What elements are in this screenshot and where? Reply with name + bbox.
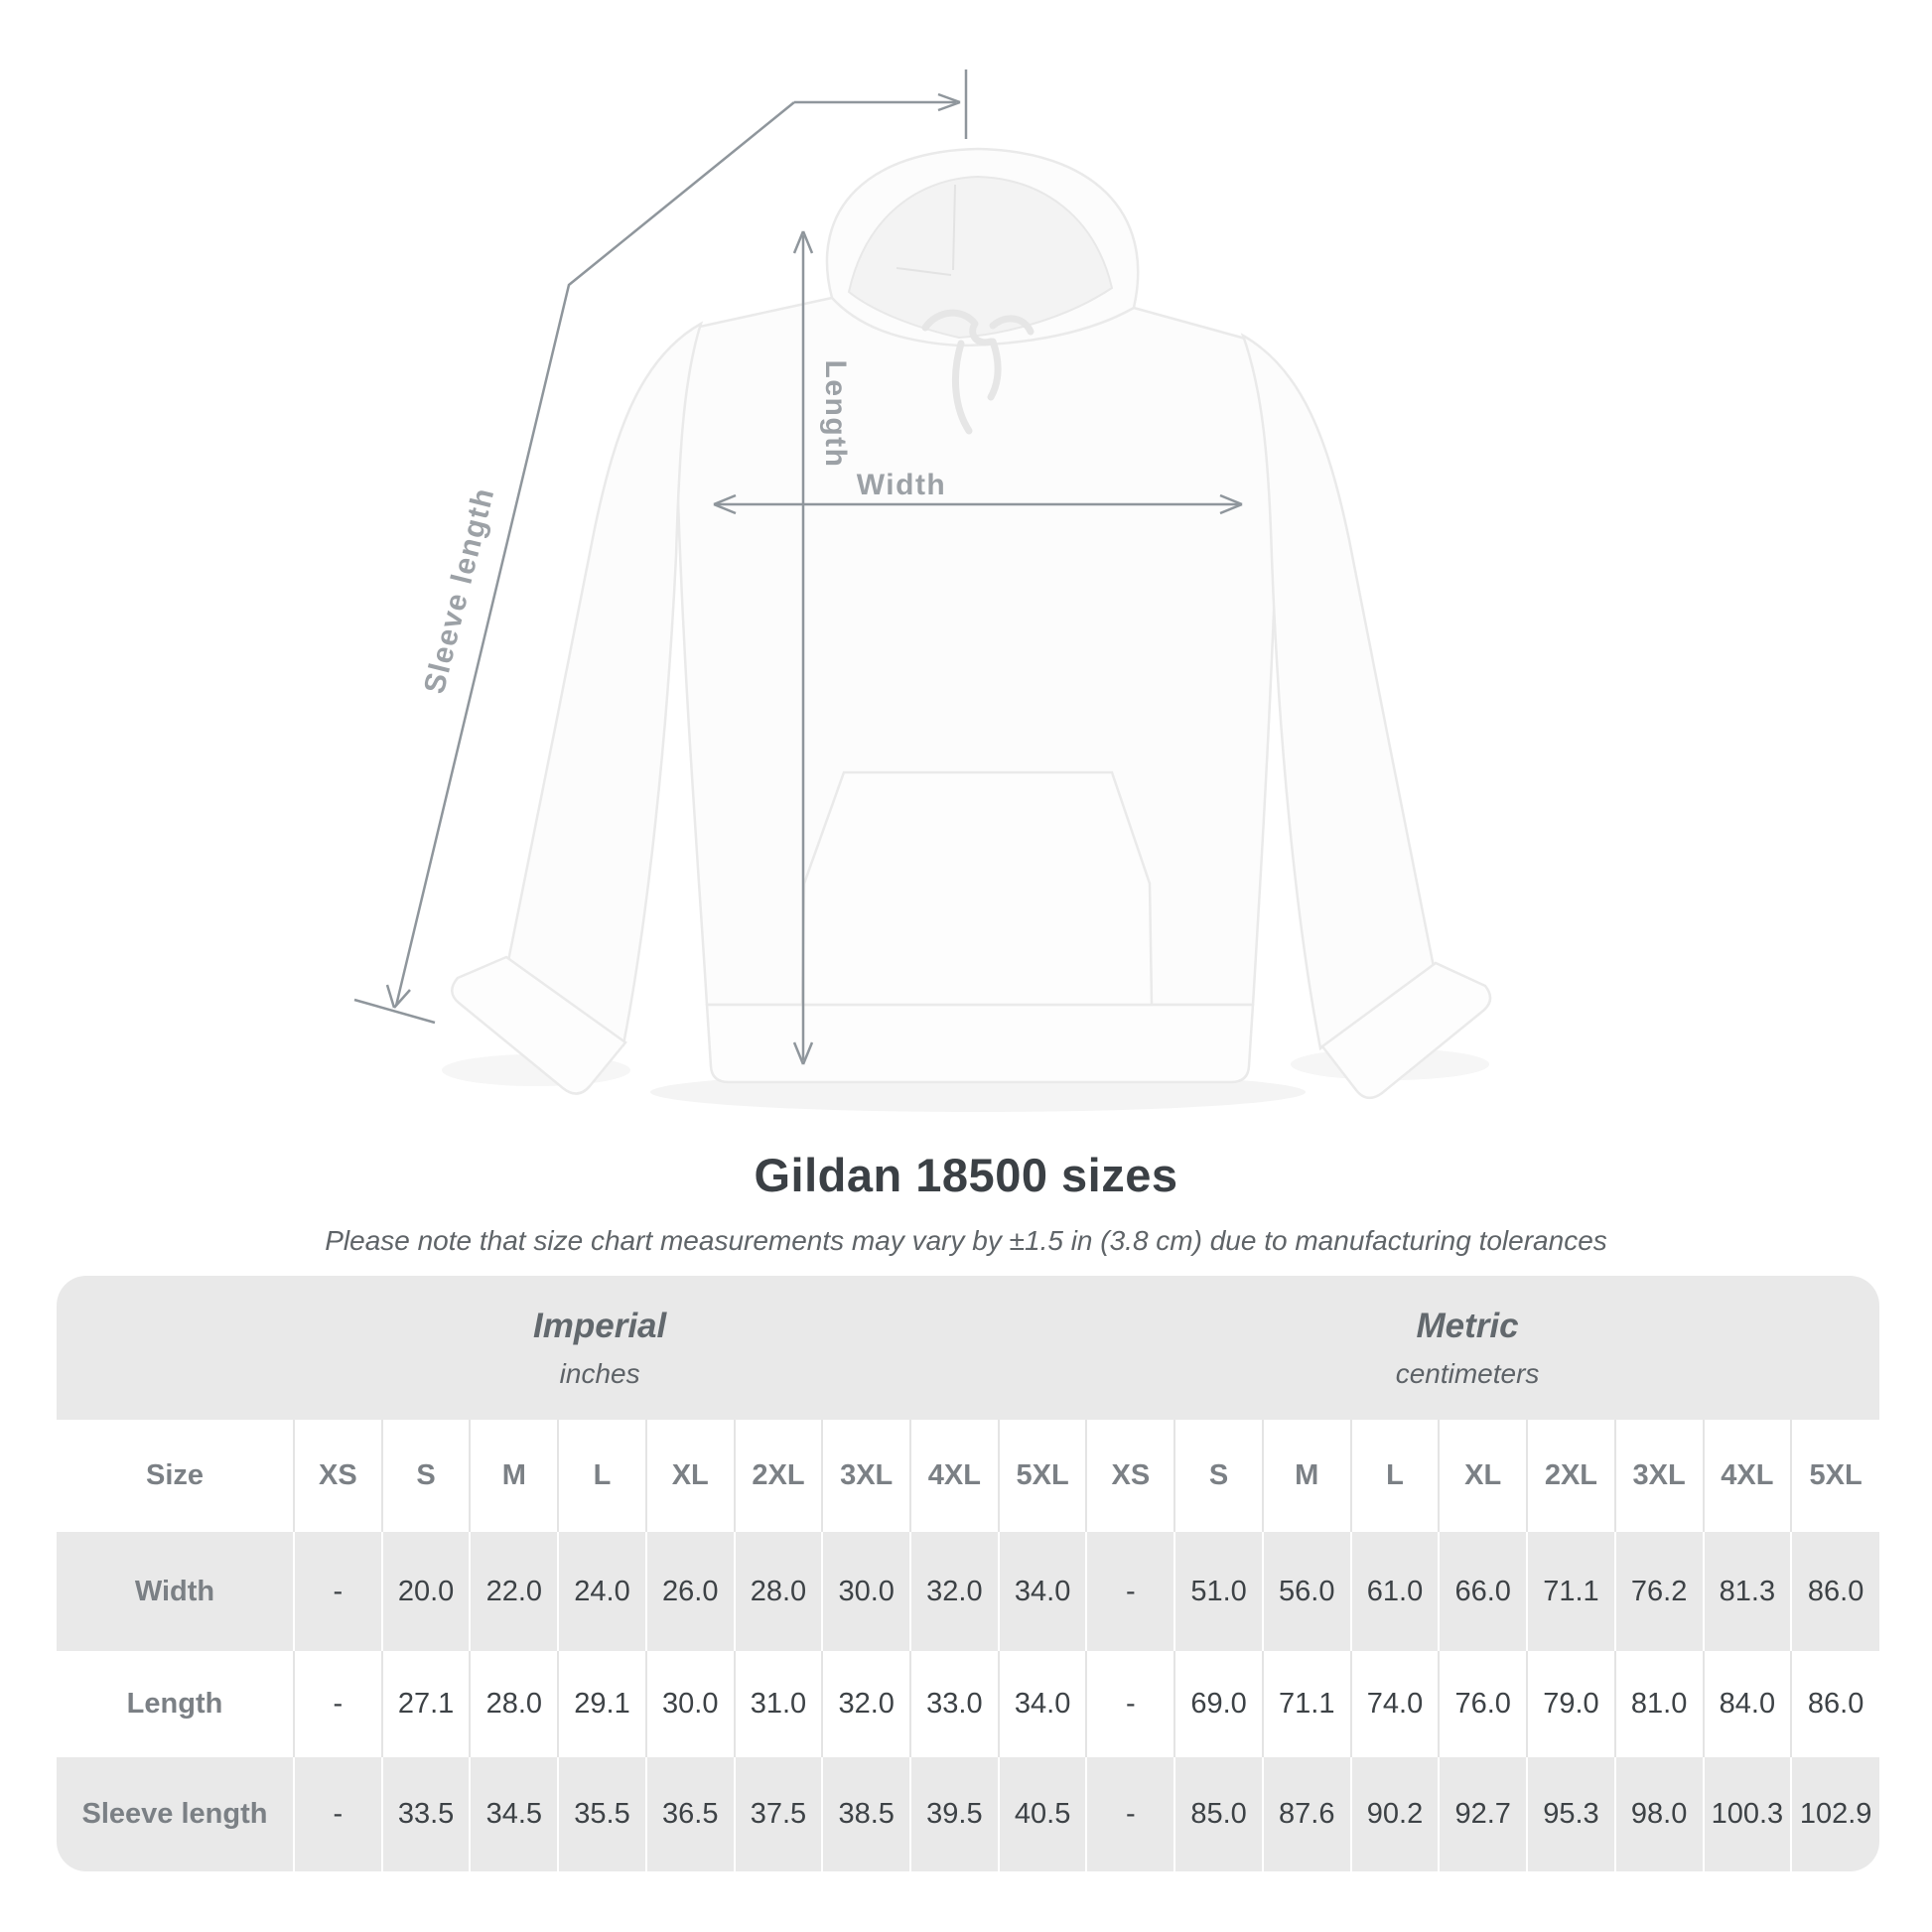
table-cell: 33.0 — [910, 1651, 999, 1757]
table-cell: - — [294, 1651, 382, 1757]
size-header-row — [57, 1420, 1879, 1532]
table-cell: 30.0 — [822, 1532, 910, 1651]
row-label-width: Width — [134, 1575, 215, 1607]
row-label-length: Length — [126, 1688, 223, 1720]
table-cell: 37.5 — [735, 1757, 823, 1871]
table-cell: 95.3 — [1527, 1757, 1615, 1871]
length-row — [57, 1651, 1879, 1757]
table-cell: - — [1086, 1757, 1174, 1871]
table-cell: 26.0 — [646, 1532, 735, 1651]
col-header: XS — [1086, 1420, 1174, 1532]
table-cell: 20.0 — [382, 1532, 471, 1651]
table-cell: 22.0 — [470, 1532, 558, 1651]
table-cell: 61.0 — [1351, 1532, 1440, 1651]
table-cell: 98.0 — [1615, 1757, 1704, 1871]
table-cell: 32.0 — [910, 1532, 999, 1651]
imperial-header-group — [533, 1307, 666, 1390]
table-cell: 51.0 — [1174, 1532, 1263, 1651]
table-cell: 81.0 — [1615, 1651, 1704, 1757]
col-header: S — [382, 1420, 471, 1532]
col-header: 3XL — [822, 1420, 910, 1532]
table-cell: 29.1 — [558, 1651, 646, 1757]
table-cell: 31.0 — [735, 1651, 823, 1757]
col-header: XL — [646, 1420, 735, 1532]
table-cell: 100.3 — [1704, 1757, 1792, 1871]
sleeve-length-row — [57, 1757, 1879, 1871]
row-label-sleeve-length: Sleeve length — [81, 1798, 268, 1830]
metric-unit: centimeters — [1395, 1357, 1540, 1389]
col-header: M — [1263, 1420, 1351, 1532]
table-cell: 87.6 — [1263, 1757, 1351, 1871]
table-cell: - — [294, 1532, 382, 1651]
table-cell: 85.0 — [1174, 1757, 1263, 1871]
page-title: Gildan 18500 sizes — [754, 1149, 1178, 1201]
table-cell: 33.5 — [382, 1757, 471, 1871]
table-cell: 34.0 — [999, 1651, 1087, 1757]
table-cell: 74.0 — [1351, 1651, 1440, 1757]
col-header: M — [470, 1420, 558, 1532]
table-cell: 30.0 — [646, 1651, 735, 1757]
table-cell: 66.0 — [1439, 1532, 1527, 1651]
table-cell: 71.1 — [1263, 1651, 1351, 1757]
table-cell: 84.0 — [1704, 1651, 1792, 1757]
table-cell: 34.5 — [470, 1757, 558, 1871]
col-header: L — [1351, 1420, 1440, 1532]
table-cell: 36.5 — [646, 1757, 735, 1871]
table-cell: 76.0 — [1439, 1651, 1527, 1757]
table-cell: 86.0 — [1791, 1651, 1879, 1757]
metric-header: Metric — [1416, 1306, 1519, 1345]
table-cell: - — [1086, 1651, 1174, 1757]
unit-header-band — [57, 1276, 1879, 1420]
col-header: 4XL — [1704, 1420, 1792, 1532]
col-header: 2XL — [1527, 1420, 1615, 1532]
col-header: 3XL — [1615, 1420, 1704, 1532]
hoodie-hem-band — [707, 1005, 1253, 1082]
width-row — [57, 1532, 1879, 1651]
hoodie-illustration — [452, 149, 1490, 1098]
hoodie-right-sleeve — [1243, 336, 1434, 1048]
table-cell: 39.5 — [910, 1757, 999, 1871]
table-cell: 28.0 — [735, 1532, 823, 1651]
col-header: S — [1174, 1420, 1263, 1532]
size-grid — [57, 1420, 1879, 1871]
table-cell: 86.0 — [1791, 1532, 1879, 1651]
size-tolerance-note: Please note that size chart measurements may vary by ±1.5 in (3.8 cm) due to manufacturing tolerances — [325, 1225, 1607, 1256]
table-cell: 81.3 — [1704, 1532, 1792, 1651]
hoodie-left-sleeve — [508, 324, 701, 1044]
table-cell: 32.0 — [822, 1651, 910, 1757]
col-header: 2XL — [735, 1420, 823, 1532]
hoodie-pocket — [802, 772, 1152, 1005]
table-cell: 102.9 — [1791, 1757, 1879, 1871]
col-header: L — [558, 1420, 646, 1532]
table-cell: 71.1 — [1527, 1532, 1615, 1651]
table-cell: - — [294, 1757, 382, 1871]
table-cell: 40.5 — [999, 1757, 1087, 1871]
length-measure-label: Length — [819, 359, 852, 469]
table-cell: 56.0 — [1263, 1532, 1351, 1651]
table-cell: 38.5 — [822, 1757, 910, 1871]
table-cell: 35.5 — [558, 1757, 646, 1871]
col-header: 5XL — [999, 1420, 1087, 1532]
width-measure-label: Width — [856, 469, 947, 501]
table-cell: 28.0 — [470, 1651, 558, 1757]
metric-header-group — [1396, 1307, 1540, 1390]
col-header: XS — [294, 1420, 382, 1532]
table-cell: 34.0 — [999, 1532, 1087, 1651]
table-cell: 69.0 — [1174, 1651, 1263, 1757]
table-cell: 79.0 — [1527, 1651, 1615, 1757]
col-header: XL — [1439, 1420, 1527, 1532]
imperial-header: Imperial — [533, 1306, 667, 1345]
table-cell: 92.7 — [1439, 1757, 1527, 1871]
col-header-size: Size — [145, 1459, 205, 1491]
table-cell: 90.2 — [1351, 1757, 1440, 1871]
table-cell: 27.1 — [382, 1651, 471, 1757]
sleeve-length-measure-label: Sleeve length — [418, 483, 501, 697]
col-header: 4XL — [910, 1420, 999, 1532]
size-table — [57, 1276, 1879, 1871]
table-cell: 24.0 — [558, 1532, 646, 1651]
table-cell: 76.2 — [1615, 1532, 1704, 1651]
col-header: 5XL — [1791, 1420, 1879, 1532]
imperial-unit: inches — [559, 1357, 640, 1389]
table-cell: - — [1086, 1532, 1174, 1651]
